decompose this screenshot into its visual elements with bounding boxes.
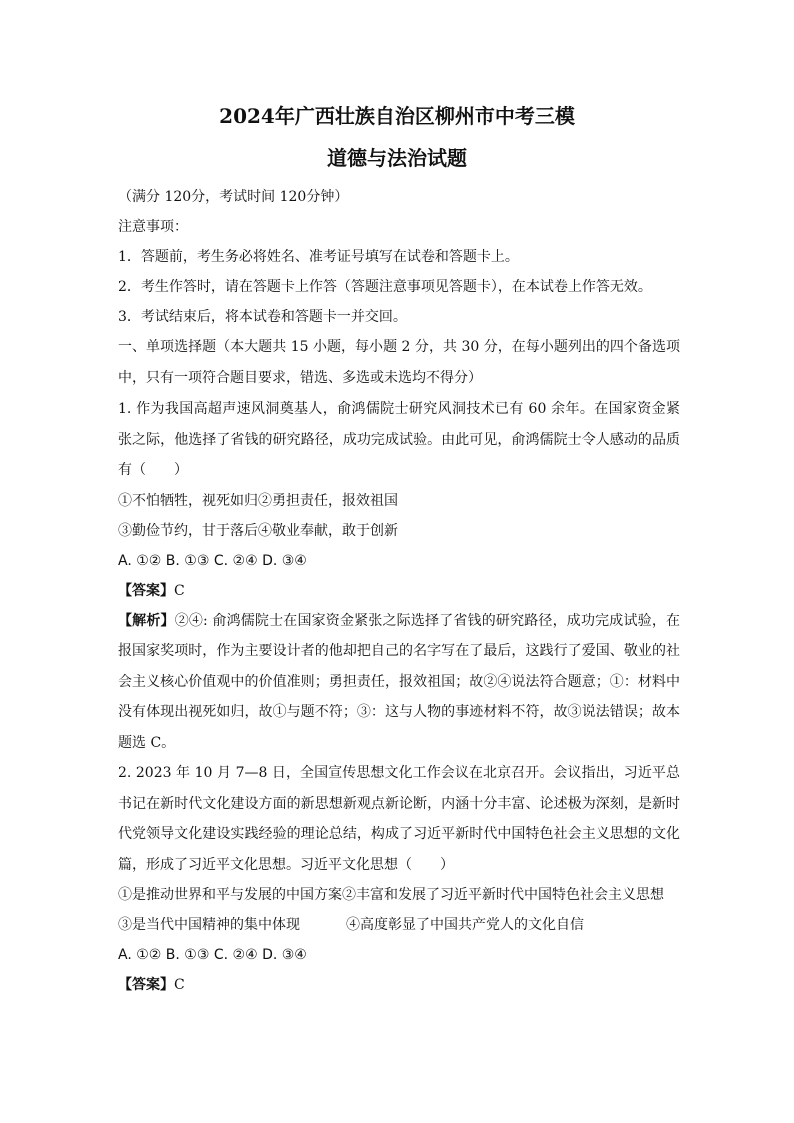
notice-heading: 注意事项： <box>118 219 188 235</box>
answer-value: C <box>174 977 185 993</box>
question-2-options-a: ①是推动世界和平与发展的中国方案②丰富和发展了习近平新时代中国特色社会主义思想 <box>118 887 664 903</box>
question-2-choices: A. ①② B. ①③ C. ②④ D. ③④ <box>118 947 307 963</box>
question-2-option-4: ④高度彰显了中国共产党人的文化自信 <box>346 917 584 933</box>
document-body <box>118 182 680 1000</box>
notice-item: 1．答题前，考生务必将姓名、准考证号填写在试卷和答题卡上。 <box>118 249 519 265</box>
section-heading: 一、单项选择题（本大题共 15 小题，每小题 2 分，共 30 分，在每小题列出的四个备选项中，只有一项符合题目要求，错选、多选或未选均不得分） <box>118 339 680 386</box>
question-2-option-3: ③是当代中国精神的集中体现 <box>118 917 300 933</box>
document-subtitle: 道德与法治试题 <box>327 146 467 170</box>
question-2-options-b <box>118 910 680 940</box>
analysis-text: ②④: 俞鸿儒院士在国家资金紧张之际选择了省钱的研究路径，成功完成试验，在报国家奖项时，作为主要设计者的他却把自己的名字写在了最后，这践行了爱国、敬业的社会主义核心价值观中的价值准则；勇担责任，报效祖国；故②④说法符合题意；①：材料中没有体现出视死如归，故①与题不符；③：这与人物的事迹材料不符，故③说法错误；故本题选 C。 <box>118 612 680 751</box>
question-1-answer <box>118 576 680 606</box>
answer-label: 【答案】 <box>118 977 174 993</box>
document-title: 2024年广西壮族自治区柳州市中考三模 <box>219 104 575 128</box>
answer-value: C <box>174 582 185 599</box>
notice-item: 2．考生作答时，请在答题卡上作答（答题注意事项见答题卡），在本试卷上作答无效。 <box>118 279 652 295</box>
exam-info: （满分 120分，考试时间 120分钟） <box>118 189 349 205</box>
question-1-stem: 1. 作为我国高超声速风洞奠基人，俞鸿儒院士研究风洞技术已有 60 余年。在国家资金紧张之际，他选择了省钱的研究路径，成功完成试验。由此可见，俞鸿儒院士令人感动的品质有（ ） <box>118 401 680 478</box>
question-1-options-b: ③勤俭节约，甘于落后④敬业奉献，敢于创新 <box>118 522 398 539</box>
answer-label: 【答案】 <box>118 582 174 599</box>
notice-item: 3．考试结束后，将本试卷和答题卡一并交回。 <box>118 309 407 325</box>
question-1-options-a: ①不怕牺牲，视死如归②勇担责任，报效祖国 <box>118 492 398 509</box>
question-2-answer <box>118 970 680 1000</box>
question-1-analysis <box>118 606 680 759</box>
question-1-choices: A. ①② B. ①③ C. ②④ D. ③④ <box>118 552 307 569</box>
analysis-label: 【解析】 <box>118 612 175 629</box>
question-2-stem: 2. 2023 年 10 月 7—8 日，全国宣传思想文化工作会议在北京召开。会议指出，习近平总书记在新时代文化建设方面的新思想新观点新论断，内涵十分丰富、论述极为深刻，是新时代党领导文化建设实践经验的理论总结，构成了习近平新时代中国特色社会主义思想的文化篇，形成了习近平文化思想。习近平文化思想（ ） <box>118 765 680 873</box>
